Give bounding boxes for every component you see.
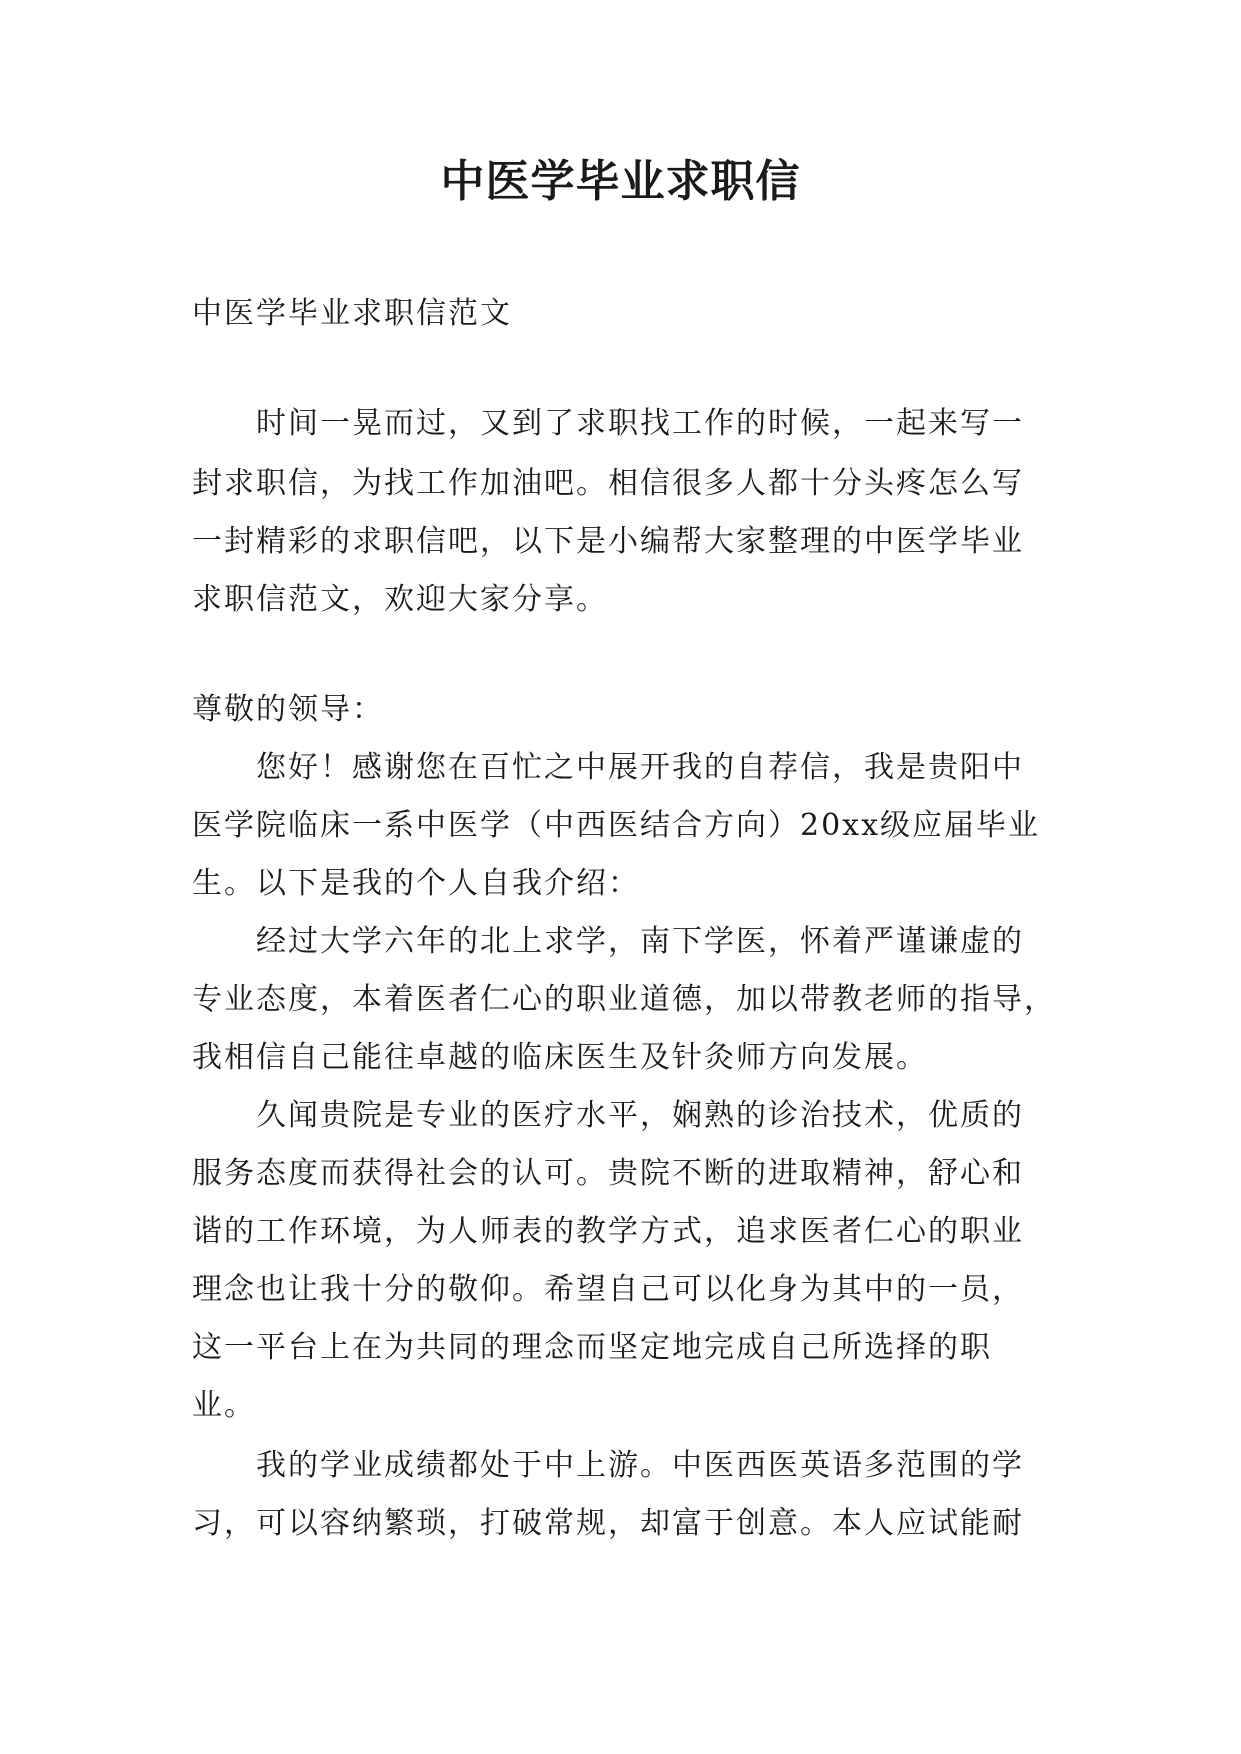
paragraph-line: 经过大学六年的北上求学，南下学医，怀着严谨谦虚的 bbox=[256, 924, 1024, 959]
salutation: 尊敬的领导： bbox=[192, 692, 384, 727]
paragraph-line: 理念也让我十分的敬仰。希望自己可以化身为其中的一员， bbox=[192, 1272, 1024, 1307]
paragraph-line: 久闻贵院是专业的医疗水平，娴熟的诊治技术，优质的 bbox=[256, 1098, 1024, 1133]
paragraph-line: 专业态度，本着医者仁心的职业道德，加以带教老师的指导， bbox=[192, 982, 1056, 1017]
paragraph-line: 一封精彩的求职信吧，以下是小编帮大家整理的中医学毕业 bbox=[192, 524, 1024, 559]
paragraph-line: 业。 bbox=[192, 1388, 256, 1423]
paragraph-line: 生。以下是我的个人自我介绍： bbox=[192, 866, 640, 901]
paragraph-line: 您好！感谢您在百忙之中展开我的自荐信，我是贵阳中 bbox=[256, 750, 1024, 785]
paragraph-line: 时间一晃而过，又到了求职找工作的时候，一起来写一 bbox=[256, 406, 1024, 441]
paragraph-line: 我的学业成绩都处于中上游。中医西医英语多范围的学 bbox=[256, 1448, 1024, 1483]
paragraph-line: 谐的工作环境，为人师表的教学方式，追求医者仁心的职业 bbox=[192, 1214, 1024, 1249]
paragraph-line: 医学院临床一系中医学（中西医结合方向）20xx级应届毕业 bbox=[192, 808, 1041, 843]
paragraph-line: 封求职信，为找工作加油吧。相信很多人都十分头疼怎么写 bbox=[192, 466, 1024, 501]
paragraph-line: 这一平台上在为共同的理念而坚定地完成自己所选择的职 bbox=[192, 1330, 992, 1365]
document-title: 中医学毕业求职信 bbox=[440, 156, 801, 207]
document-subtitle: 中医学毕业求职信范文 bbox=[192, 296, 512, 331]
paragraph-line: 求职信范文，欢迎大家分享。 bbox=[192, 582, 608, 617]
paragraph-line: 我相信自己能往卓越的临床医生及针灸师方向发展。 bbox=[192, 1040, 928, 1075]
paragraph-line: 服务态度而获得社会的认可。贵院不断的进取精神，舒心和 bbox=[192, 1156, 1024, 1191]
paragraph-line: 习，可以容纳繁琐，打破常规，却富于创意。本人应试能耐 bbox=[192, 1506, 1024, 1541]
